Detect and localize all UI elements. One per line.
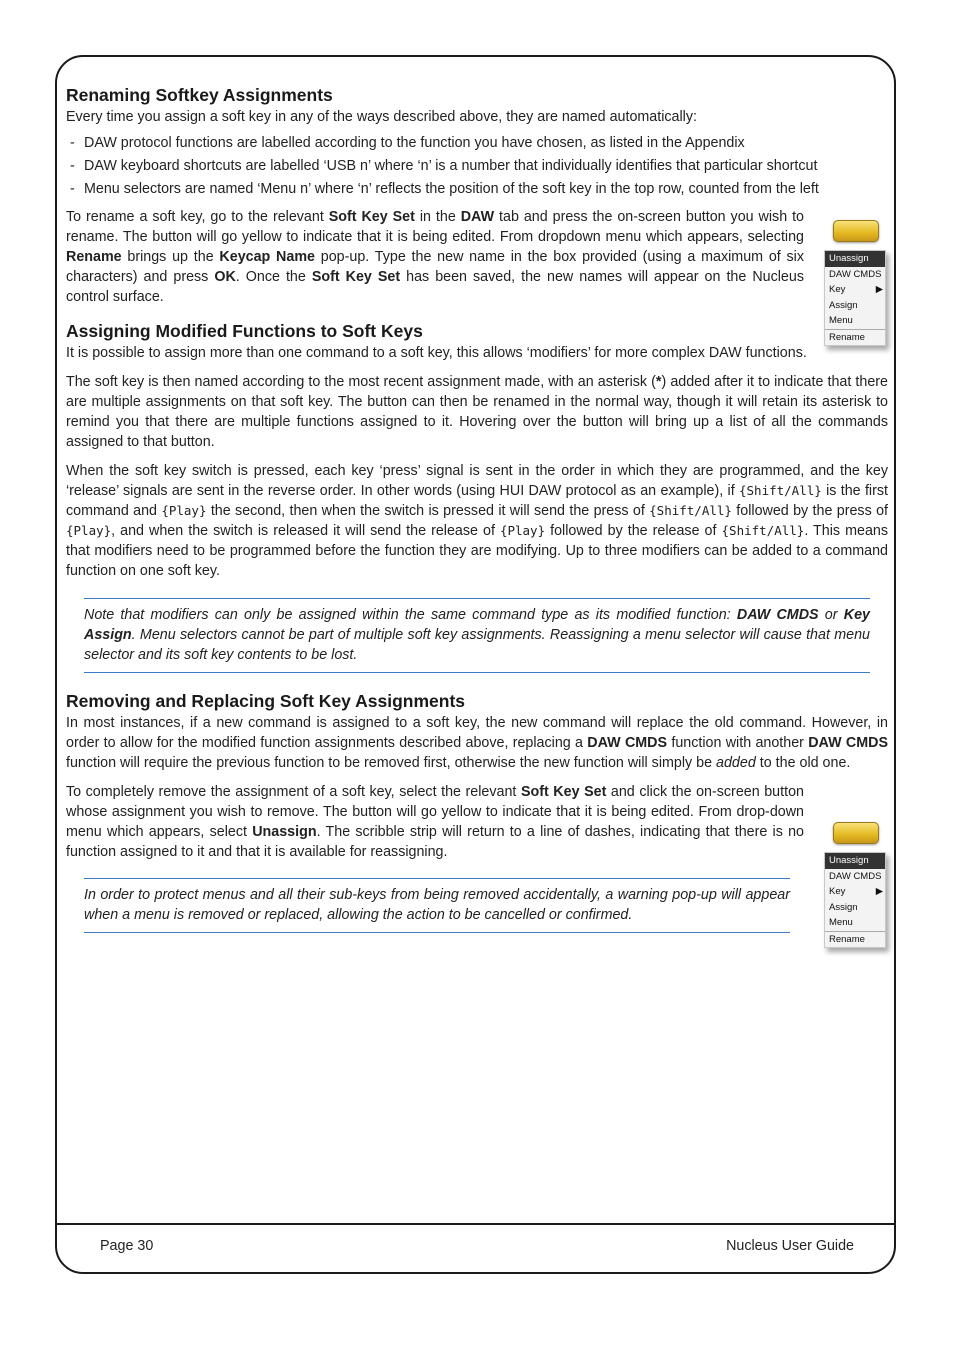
rename-paragraph: To rename a soft key, go to the relevant Soft Key Set in the DAW tab and press the on-screen button you wish to rename. The button will go yellow to indicate that it is being edited. From dropdown menu which appears, selecting Rename brings up the Keycap Name pop-up. Type the new name in the box provided (using a maximum of six characters) and press OK. Once the Soft Key Set has been saved, the new names will appear on the Nucleus control surface. (66, 209, 805, 305)
list-item: - DAW protocol functions are labelled according to the function you have chosen, as listed in the Appendix (66, 132, 888, 155)
renaming-intro: Every time you assign a soft key in any of the ways described above, they are named automatically: (66, 109, 697, 125)
heading-removing: Removing and Replacing Soft Key Assignments (66, 691, 466, 711)
unassign-menu-figure (824, 822, 886, 948)
menu-item-rename[interactable]: Rename (825, 931, 885, 948)
dropdown-menu (824, 250, 886, 346)
menu-item-key-assign[interactable]: Key Assign (829, 284, 858, 311)
guide-title: Nucleus User Guide (726, 1238, 854, 1254)
menu-item-key-assign[interactable]: Key Assign (829, 886, 858, 913)
yellow-keycap-icon (833, 220, 879, 242)
heading-renaming: Renaming Softkey Assignments (66, 85, 333, 105)
dropdown-menu (824, 852, 886, 948)
page-content (66, 83, 888, 933)
list-item: - DAW keyboard shortcuts are labelled ‘USB n’ where ‘n’ is a number that individually identifies that particular shortcut (66, 155, 888, 178)
menu-item-menu[interactable]: Menu (829, 917, 853, 928)
submenu-arrow-icon: ▶ (875, 284, 883, 295)
yellow-keycap-icon (833, 822, 879, 844)
modified-intro: It is possible to assign more than one command to a soft key, this allows ‘modifiers’ for more complex DAW functions. (66, 345, 807, 361)
press-order-paragraph: When the soft key switch is pressed, each key ‘press’ signal is sent in the order in which they are programmed, and the key ‘release’ signals are sent in the reverse order. In other words (using HUI DAW protocol as an example), if {Shift/All} is the first command and {Play} the second, then when the switch is pressed it will send the press of {Shift/All} followed by the press of {Play}, and when the switch is released it will send the release of {Play} followed by the release of {Shift/All}. This means that modifiers need to be programmed before the function they are modifying. Up to three modifiers can be added to a command function on one soft key. (66, 463, 888, 579)
list-item: - Menu selectors are named ‘Menu n’ where ‘n’ reflects the position of the soft key in the top row, counted from the left (66, 178, 888, 201)
menu-item-daw-cmds[interactable]: DAW CMDS ▶ (825, 869, 885, 885)
submenu-arrow-icon: ▶ (875, 886, 883, 897)
menu-item-unassign[interactable]: Unassign (825, 251, 885, 267)
heading-modified: Assigning Modified Functions to Soft Keys (66, 321, 423, 341)
asterisk-paragraph: The soft key is then named according to the most recent assignment made, with an asterisk (*) added after it to indicate that there are multiple assignments on that soft key. The button can then be renamed in the normal way, though it will retain its asterisk to remind you that there are multiple functions assigned to it. Hovering over the button will bring up a list of all the commands assigned to that button. (66, 374, 889, 450)
replace-paragraph: In most instances, if a new command is assigned to a soft key, the new command will replace the old command. However, in order to allow for the modified function assignments described above, replacing a DAW CMDS function with another DAW CMDS function will require the previous function to be removed first, otherwise the new function will simply be added to the old one. (66, 715, 888, 771)
naming-rules-list (66, 132, 888, 201)
menu-item-menu[interactable]: Menu (829, 315, 853, 326)
unassign-paragraph: To completely remove the assignment of a soft key, select the relevant Soft Key Set and click the on-screen button whose assignment you wish to remove. The button will go yellow to indicate that it is being edited. From drop-down menu which appears, select Unassign. The scribble strip will return to a line of dashes, indicating that there is no function assigned to it and that it is available for reassigning. (66, 784, 804, 860)
page-number: Page 30 (100, 1238, 154, 1254)
menu-item-rename[interactable]: Rename (825, 329, 885, 346)
menu-item-daw-cmds[interactable]: DAW CMDS ▶ (825, 267, 885, 283)
modifiers-note: Note that modifiers can only be assigned within the same command type as its modified function: DAW CMDS or Key Assign. Menu selectors cannot be part of multiple soft key assignments. Reassigning a menu selector will cause that menu selector and its soft key contents to be lost. (84, 598, 870, 673)
footer-divider (55, 1223, 896, 1225)
menu-item-unassign[interactable]: Unassign (825, 853, 885, 869)
protect-menus-note: In order to protect menus and all their sub-keys from being removed accidentally, a warning pop-up will appear when a menu is removed or replaced, allowing the action to be cancelled or confirmed. (84, 878, 790, 933)
rename-menu-figure (824, 220, 886, 346)
